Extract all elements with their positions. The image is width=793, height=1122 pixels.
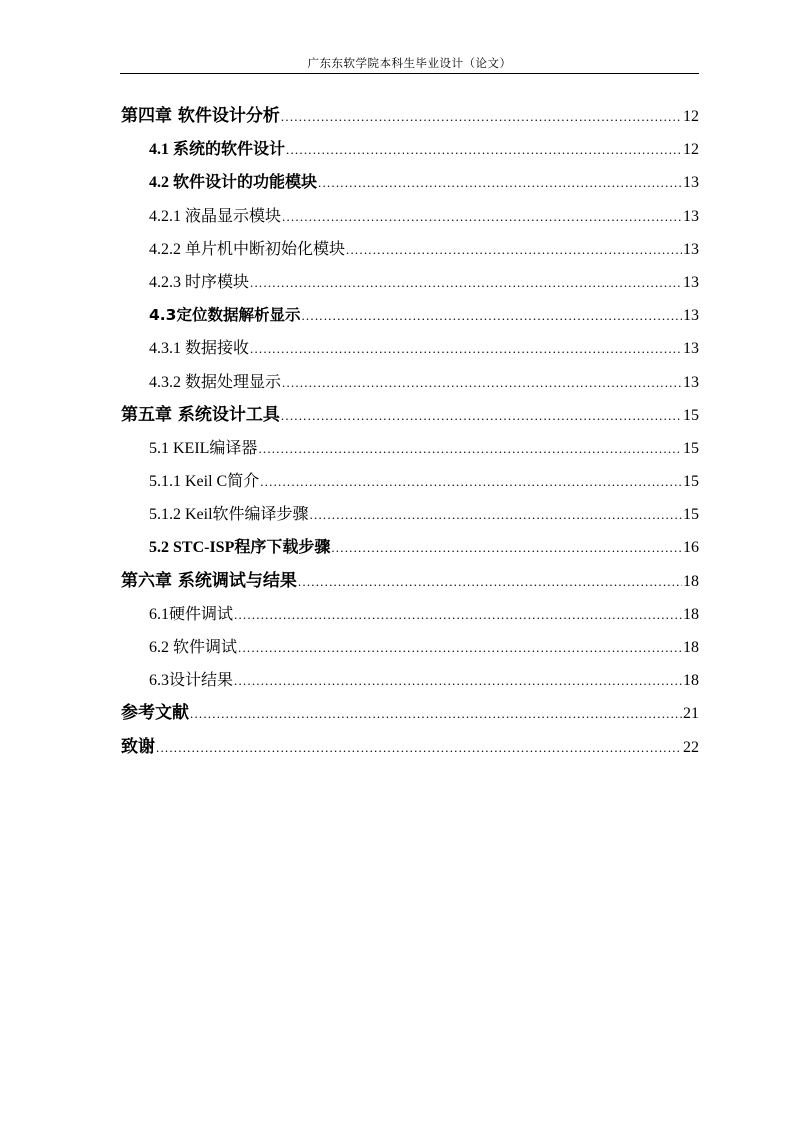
leader-dots	[331, 531, 682, 564]
toc-entry-label: 4.2.1 液晶显示模块	[149, 207, 282, 225]
leader-dots	[258, 432, 682, 465]
leader-dots	[190, 697, 682, 730]
toc-entry-label: 第六章 系统调试与结果	[121, 570, 297, 591]
leader-dots	[346, 233, 682, 266]
leader-dots	[234, 598, 682, 631]
toc-entry-page: 13	[683, 207, 699, 225]
toc-entry-6-3[interactable]	[121, 664, 699, 697]
toc-entry-page: 13	[683, 373, 699, 391]
leader-dots	[238, 631, 682, 664]
toc-entry-4-3-2[interactable]	[121, 366, 699, 399]
toc-entry-label: 4.3.2 数据处理显示	[149, 373, 282, 391]
leader-dots	[282, 200, 682, 233]
leader-dots	[286, 133, 682, 166]
leader-dots	[250, 332, 682, 365]
toc-entry-page: 18	[683, 639, 699, 656]
toc-entry-4-2-1[interactable]	[121, 200, 699, 233]
toc-entry-label	[149, 299, 300, 332]
toc-entry-page: 16	[683, 539, 699, 557]
toc-entry-5-1[interactable]	[121, 432, 699, 465]
table-of-contents	[121, 100, 699, 764]
toc-entry-4-3-1[interactable]	[121, 332, 699, 365]
leader-dots	[234, 664, 682, 697]
leader-dots	[281, 100, 682, 133]
toc-entry-page: 15	[683, 473, 699, 491]
toc-entry-page: 22	[683, 738, 699, 756]
toc-entry-4-2[interactable]	[121, 166, 699, 199]
leader-dots	[260, 465, 682, 498]
toc-entry-page: 12	[683, 108, 699, 125]
toc-entry-label: 4.2.2 单片机中断初始化模块	[149, 240, 346, 258]
toc-entry-4-1[interactable]	[121, 133, 699, 166]
leader-dots	[250, 266, 682, 299]
toc-entry-label	[149, 166, 317, 199]
toc-entry-chapter-5[interactable]	[121, 399, 699, 432]
leader-dots	[301, 299, 682, 332]
toc-entry-label: 6.3设计结果	[149, 672, 234, 690]
toc-entry-text: 5.2 STC-ISP程序下载步骤	[149, 539, 331, 557]
toc-entry-page: 18	[683, 672, 699, 690]
toc-entry-acknowledgements[interactable]	[121, 731, 699, 764]
toc-entry-label: 6.2 软件调试	[149, 639, 238, 656]
toc-entry-page: 13	[683, 174, 699, 192]
toc-entry-label: 5.1.2 Keil软件编译步骤	[149, 506, 309, 524]
leader-dots	[281, 399, 682, 432]
leader-dots	[318, 166, 682, 199]
toc-entry-5-1-2[interactable]	[121, 498, 699, 531]
toc-entry-label	[149, 133, 285, 166]
toc-entry-text: 4.1 系统的软件设计	[149, 141, 286, 159]
leader-dots	[298, 565, 682, 598]
toc-entry-label: 5.1 KEIL编译器	[149, 439, 258, 457]
toc-entry-page: 13	[683, 307, 699, 325]
leader-dots	[282, 366, 682, 399]
header-rule	[120, 73, 699, 74]
toc-entry-label: 5.1.1 Keil C简介	[149, 473, 260, 491]
toc-entry-label: 6.1硬件调试	[149, 605, 234, 623]
toc-entry-4-2-2[interactable]	[121, 233, 699, 266]
toc-entry-label	[149, 531, 330, 564]
leader-dots	[156, 731, 682, 764]
running-header: 广东东软学院本科生毕业设计（论文）	[307, 58, 512, 70]
toc-entry-label: 致谢	[121, 736, 155, 757]
toc-entry-page: 15	[683, 406, 699, 424]
toc-entry-page: 21	[683, 705, 699, 723]
toc-entry-page: 13	[683, 340, 699, 358]
toc-entry-5-2[interactable]	[121, 531, 699, 564]
toc-entry-page: 12	[683, 141, 699, 159]
leader-dots	[310, 498, 682, 531]
toc-entry-4-2-3[interactable]	[121, 266, 699, 299]
toc-entry-chapter-4[interactable]	[121, 100, 699, 133]
toc-entry-text: 4.3定位数据解析显示	[149, 306, 301, 325]
toc-entry-6-1[interactable]	[121, 598, 699, 631]
toc-entry-label: 参考文献	[121, 703, 189, 724]
toc-entry-page: 18	[683, 572, 699, 590]
toc-entry-label: 第四章 软件设计分析	[121, 106, 280, 126]
toc-entry-6-2[interactable]	[121, 631, 699, 664]
toc-entry-page: 18	[683, 605, 699, 623]
toc-entry-4-3[interactable]	[121, 299, 699, 332]
toc-entry-references[interactable]	[121, 697, 699, 730]
toc-entry-chapter-6[interactable]	[121, 565, 699, 598]
toc-entry-label: 4.3.1 数据接收	[149, 340, 250, 358]
toc-entry-label: 4.2.3 时序模块	[149, 273, 250, 291]
toc-entry-page: 15	[683, 506, 699, 524]
toc-entry-page: 13	[683, 240, 699, 258]
toc-entry-5-1-1[interactable]	[121, 465, 699, 498]
toc-entry-page: 15	[683, 439, 699, 457]
toc-entry-page: 13	[683, 273, 699, 291]
toc-entry-text: 4.2 软件设计的功能模块	[149, 174, 318, 192]
toc-entry-label: 第五章 系统设计工具	[121, 404, 280, 425]
